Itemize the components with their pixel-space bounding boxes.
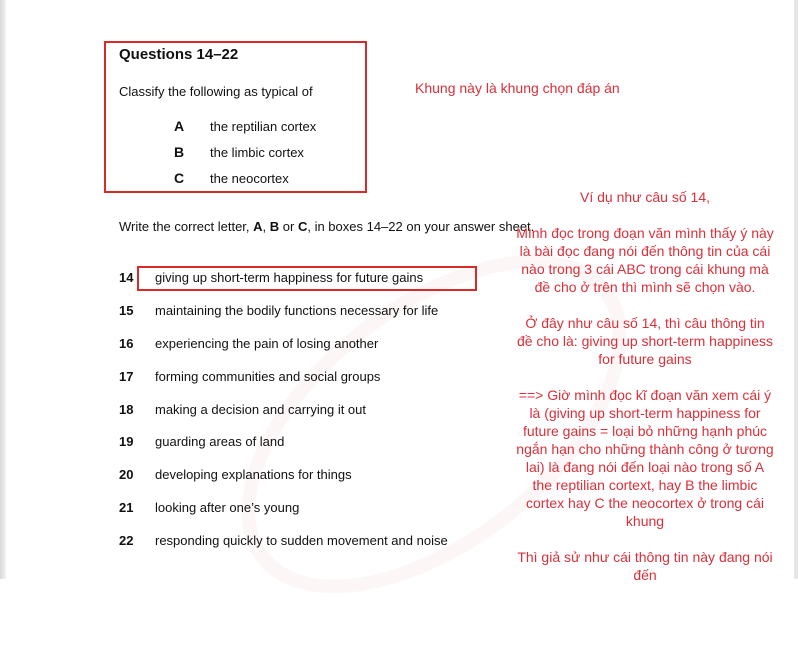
question-number: 20 <box>119 467 134 482</box>
question-text: guarding areas of land <box>155 434 285 449</box>
question-row <box>119 533 448 551</box>
annotation-line: là bài đọc đang nói đến thông tin của cái <box>519 243 771 259</box>
question-number: 19 <box>119 434 134 449</box>
question-number: 18 <box>119 402 134 417</box>
annotation-line <box>500 296 790 314</box>
annotation-line: future gains = loại bỏ những hạnh phúc <box>522 423 768 439</box>
question-row <box>119 500 299 518</box>
classify-instruction: Classify the following as typical of <box>119 84 313 99</box>
annotation-line: the reptilian cortext, hay B the limbic <box>532 477 758 493</box>
annotation-line: đề cho là: giving up short-term happiness <box>516 333 774 349</box>
question-text: responding quickly to sudden movement and noise <box>155 533 448 548</box>
annotation-line: ==> Giờ mình đọc kĩ đoạn văn xem cái ý <box>518 387 772 403</box>
question-row <box>119 336 378 354</box>
annotation-line: Mình đọc trong đoạn văn mình thấy ý này <box>516 225 774 241</box>
question-text: maintaining the bodily functions necessary for life <box>155 303 439 318</box>
option-text: the reptilian cortex <box>210 119 317 134</box>
annotation-line: for future gains <box>598 351 692 367</box>
question-row <box>119 434 284 452</box>
question-number: 14 <box>119 270 134 285</box>
option-letter: C <box>174 170 185 186</box>
section-title: Questions 14–22 <box>119 46 239 63</box>
question-text: developing explanations for things <box>155 467 352 482</box>
question-number: 17 <box>119 369 134 384</box>
question-text: making a decision and carrying it out <box>155 402 367 417</box>
annotation-line <box>500 368 790 386</box>
option-text: the neocortex <box>210 171 289 186</box>
annotation-line: nào trong 3 cái ABC trong cái khung mà <box>521 261 769 277</box>
question-number: 22 <box>119 533 134 548</box>
annotation-line <box>500 206 790 224</box>
question-text: giving up short-term happiness for future gains <box>155 270 424 285</box>
annotation-line <box>500 530 790 548</box>
annotation-line: cortex hay C the neocortex ở trong cái <box>526 495 764 511</box>
question-number: 15 <box>119 303 134 318</box>
annotation-line: là (giving up short-term happiness for <box>529 405 761 421</box>
question-text: forming communities and social groups <box>155 369 381 384</box>
page-edge-right <box>794 0 798 579</box>
annotation-line: Ví dụ như câu số 14, <box>579 189 710 205</box>
answer-instruction: Write the correct letter, A, B or C, in boxes 14–22 on your answer sheet. <box>119 219 535 234</box>
question-row <box>119 369 380 387</box>
page-edge-left <box>0 0 6 579</box>
annotation-line: đến <box>633 567 657 583</box>
annotation-line: khung <box>625 513 665 529</box>
option-a <box>174 118 316 136</box>
option-b <box>174 144 304 162</box>
option-c <box>174 170 289 188</box>
question-row <box>119 303 438 321</box>
annotation-line: lai) là đang nói đến loại nào trong số A <box>525 459 765 475</box>
question-text: experiencing the pain of losing another <box>155 336 379 351</box>
annotation-line: Thì giả sử như cái thông tin này đang nói <box>517 549 773 565</box>
option-text: the limbic cortex <box>210 145 304 160</box>
question-row <box>119 270 423 288</box>
question-text: looking after one’s young <box>155 500 300 515</box>
box-annotation: Khung này là khung chọn đáp án <box>415 80 620 96</box>
annotation-line: Ở đây như câu số 14, thì câu thông tin <box>525 315 765 331</box>
example-annotation <box>500 188 790 584</box>
annotation-line: ngắn hạn cho những thành công ở tương <box>516 441 774 457</box>
question-row <box>119 467 352 485</box>
question-number: 16 <box>119 336 134 351</box>
annotation-line: đề cho ở trên thì mình sẽ chọn vào. <box>534 279 756 295</box>
question-row <box>119 402 366 420</box>
option-letter: B <box>174 144 185 160</box>
question-number: 21 <box>119 500 134 515</box>
option-letter: A <box>174 118 185 134</box>
